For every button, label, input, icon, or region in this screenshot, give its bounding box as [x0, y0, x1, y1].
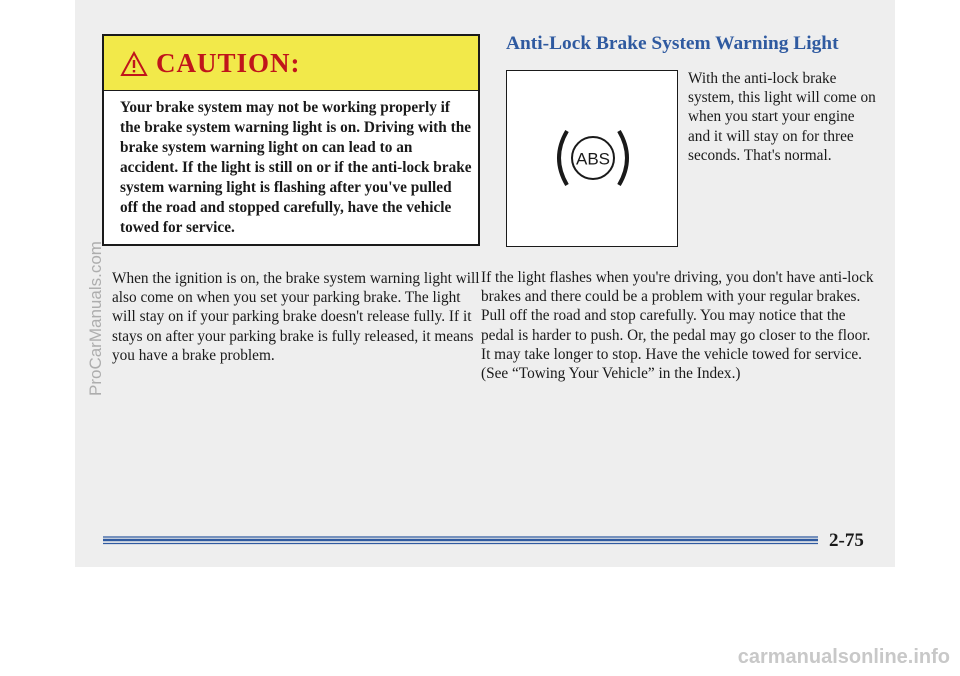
side-watermark: ProCarManuals.com: [86, 241, 105, 396]
abs-indicator-label: ABS: [575, 149, 611, 169]
page-number: 2-75: [829, 530, 864, 551]
parking-brake-paragraph: When the ignition is on, the brake system warning light will also come on when you set your parking brake. The light will stay on if your parking brake doesn't release fully. If it stays on after your parking brake is fully released, it means you have a brake problem.: [112, 270, 480, 364]
caution-text: Your brake system may not be working properly if the brake system warning light is on. Driving with the brake system warning light on can lead to an accident. If the light is still on or if the anti-lock brake system warning light is flashing after you've pulled off the road and stopped carefully, have the vehicle towed for service.: [120, 99, 472, 236]
abs-warning-light-icon: [547, 123, 639, 193]
abs-intro-paragraph: With the anti-lock brake system, this light will come on when you start your engine and it will stay on for three seconds. That's normal.: [688, 70, 876, 164]
abs-flashing-paragraph: If the light flashes when you're driving, you don't have anti-lock brakes and there could be a problem with your regular brakes. Pull off the road and stop carefully. You may notice that the pedal is harder to push. Or, the pedal may go closer to the floor. It may take longer to stop. Have the vehicle towed for service. (See “Towing Your Vehicle” in the Index.): [481, 269, 874, 383]
abs-indicator-figure: [506, 70, 678, 247]
caution-title: CAUTION:: [156, 48, 301, 78]
caution-header: [104, 36, 478, 91]
caution-box: [102, 34, 480, 246]
bottom-watermark: carmanualsonline.info: [737, 646, 950, 668]
section-heading: Anti-Lock Brake System Warning Light: [506, 33, 839, 54]
warning-triangle-icon: [120, 51, 148, 77]
footer-rule: [103, 534, 818, 546]
